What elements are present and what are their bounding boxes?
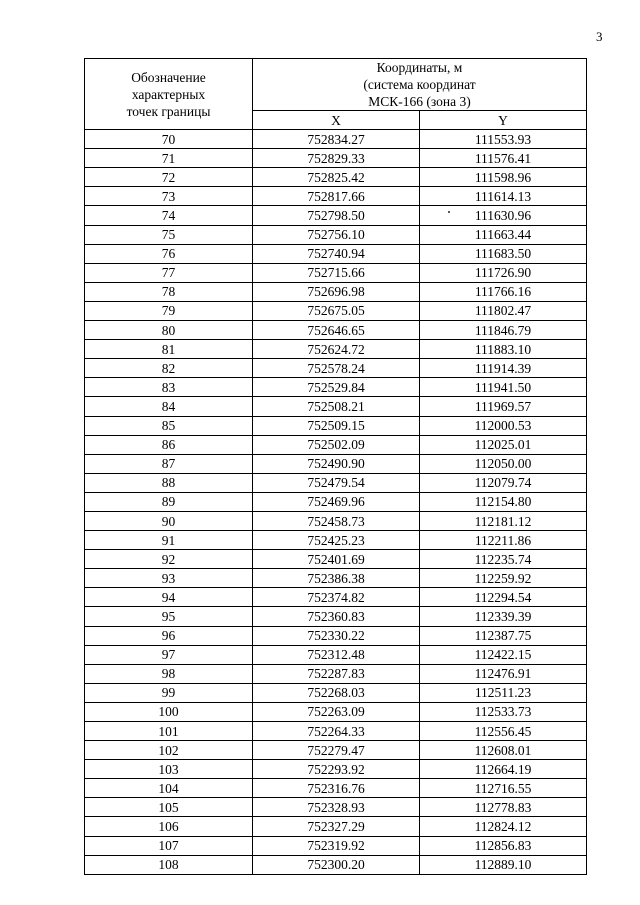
x-coordinate-cell: 752330.22 <box>253 626 420 645</box>
y-coordinate-cell: 112000.53 <box>420 416 587 435</box>
table-row <box>85 263 587 282</box>
table-row <box>85 130 587 149</box>
table-row <box>85 473 587 492</box>
x-coordinate-cell: 752756.10 <box>253 225 420 244</box>
table-row <box>85 855 587 874</box>
point-number-cell: 75 <box>85 225 253 244</box>
y-coordinate-cell: 111883.10 <box>420 340 587 359</box>
table-row <box>85 588 587 607</box>
y-coordinate-cell: 112533.73 <box>420 702 587 721</box>
point-number-cell: 86 <box>85 435 253 454</box>
x-coordinate-cell: 752469.96 <box>253 492 420 511</box>
y-coordinate-cell: 111683.50 <box>420 244 587 263</box>
x-coordinate-cell: 752578.24 <box>253 359 420 378</box>
y-coordinate-cell: 111630.96 <box>420 206 587 225</box>
x-coordinate-cell: 752798.50 <box>253 206 420 225</box>
x-coordinate-cell: 752829.33 <box>253 149 420 168</box>
table-row <box>85 397 587 416</box>
table-row <box>85 722 587 741</box>
x-coordinate-cell: 752328.93 <box>253 798 420 817</box>
x-coordinate-cell: 752264.33 <box>253 722 420 741</box>
x-coordinate-cell: 752327.29 <box>253 817 420 836</box>
point-number-cell: 84 <box>85 397 253 416</box>
point-number-cell: 103 <box>85 760 253 779</box>
point-number-cell: 77 <box>85 263 253 282</box>
x-coordinate-cell: 752312.48 <box>253 645 420 664</box>
y-coordinate-cell: 112856.83 <box>420 836 587 855</box>
x-coordinate-cell: 752508.21 <box>253 397 420 416</box>
table-row <box>85 531 587 550</box>
y-coordinate-cell: 111802.47 <box>420 301 587 320</box>
y-coordinate-cell: 112154.80 <box>420 492 587 511</box>
header-row <box>85 59 587 111</box>
x-coordinate-cell: 752490.90 <box>253 454 420 473</box>
table-row <box>85 301 587 320</box>
point-number-cell: 76 <box>85 244 253 263</box>
y-coordinate-cell: 112778.83 <box>420 798 587 817</box>
point-number-cell: 79 <box>85 301 253 320</box>
y-coordinate-cell: 112824.12 <box>420 817 587 836</box>
table-row <box>85 836 587 855</box>
y-coordinate-cell: 112476.91 <box>420 664 587 683</box>
y-coordinate-cell: 111766.16 <box>420 282 587 301</box>
header-points-line: характерных <box>131 86 206 102</box>
y-coordinate-cell: 112294.54 <box>420 588 587 607</box>
y-coordinate-cell: 112608.01 <box>420 741 587 760</box>
y-coordinate-cell: 111576.41 <box>420 149 587 168</box>
y-coordinate-cell: 111941.50 <box>420 378 587 397</box>
point-number-cell: 88 <box>85 473 253 492</box>
y-coordinate-cell: 112716.55 <box>420 779 587 798</box>
point-number-cell: 93 <box>85 569 253 588</box>
x-coordinate-cell: 752374.82 <box>253 588 420 607</box>
point-number-cell: 82 <box>85 359 253 378</box>
x-coordinate-cell: 752509.15 <box>253 416 420 435</box>
header-coords-line: Координаты, м <box>376 60 463 75</box>
table-row <box>85 798 587 817</box>
table-row <box>85 702 587 721</box>
y-coordinate-cell: 111598.96 <box>420 168 587 187</box>
x-coordinate-cell: 752502.09 <box>253 435 420 454</box>
table-row <box>85 569 587 588</box>
y-coordinate-cell: 112259.92 <box>420 569 587 588</box>
header-points-line: Обозначение <box>131 69 206 85</box>
point-number-cell: 90 <box>85 511 253 530</box>
x-coordinate-cell: 752386.38 <box>253 569 420 588</box>
table-row <box>85 664 587 683</box>
point-number-cell: 104 <box>85 779 253 798</box>
point-number-cell: 94 <box>85 588 253 607</box>
y-coordinate-cell: 111969.57 <box>420 397 587 416</box>
point-number-cell: 83 <box>85 378 253 397</box>
x-coordinate-cell: 752268.03 <box>253 683 420 702</box>
point-number-cell: 105 <box>85 798 253 817</box>
point-number-cell: 81 <box>85 340 253 359</box>
table-row <box>85 760 587 779</box>
table-row <box>85 206 587 225</box>
point-number-cell: 87 <box>85 454 253 473</box>
table-row <box>85 550 587 569</box>
x-coordinate-cell: 752675.05 <box>253 301 420 320</box>
x-coordinate-cell: 752458.73 <box>253 511 420 530</box>
header-points-line: точек границы <box>126 103 211 119</box>
point-number-cell: 106 <box>85 817 253 836</box>
y-coordinate-cell: 112181.12 <box>420 511 587 530</box>
point-number-cell: 80 <box>85 321 253 340</box>
table-row <box>85 187 587 206</box>
y-coordinate-cell: 112664.19 <box>420 760 587 779</box>
x-coordinate-cell: 752834.27 <box>253 130 420 149</box>
point-number-cell: 85 <box>85 416 253 435</box>
point-number-cell: 78 <box>85 282 253 301</box>
header-coords-line: (система координат <box>363 77 476 92</box>
x-coordinate-cell: 752479.54 <box>253 473 420 492</box>
y-coordinate-cell: 112211.86 <box>420 531 587 550</box>
coordinates-table <box>84 58 587 875</box>
scan-speck <box>448 211 450 213</box>
point-number-cell: 107 <box>85 836 253 855</box>
x-coordinate-cell: 752279.47 <box>253 741 420 760</box>
table-row <box>85 683 587 702</box>
y-coordinate-cell: 112079.74 <box>420 473 587 492</box>
table-row <box>85 817 587 836</box>
header-x: X <box>253 111 420 130</box>
table-row <box>85 492 587 511</box>
table-row <box>85 149 587 168</box>
y-coordinate-cell: 112422.15 <box>420 645 587 664</box>
table-row <box>85 454 587 473</box>
point-number-cell: 73 <box>85 187 253 206</box>
y-coordinate-cell: 112235.74 <box>420 550 587 569</box>
x-coordinate-cell: 752740.94 <box>253 244 420 263</box>
point-number-cell: 102 <box>85 741 253 760</box>
x-coordinate-cell: 752319.92 <box>253 836 420 855</box>
table-row <box>85 416 587 435</box>
x-coordinate-cell: 752696.98 <box>253 282 420 301</box>
x-coordinate-cell: 752624.72 <box>253 340 420 359</box>
point-number-cell: 100 <box>85 702 253 721</box>
point-number-cell: 74 <box>85 206 253 225</box>
point-number-cell: 96 <box>85 626 253 645</box>
x-coordinate-cell: 752300.20 <box>253 855 420 874</box>
y-coordinate-cell: 111553.93 <box>420 130 587 149</box>
y-coordinate-cell: 112050.00 <box>420 454 587 473</box>
point-number-cell: 92 <box>85 550 253 569</box>
point-number-cell: 91 <box>85 531 253 550</box>
table-row <box>85 607 587 626</box>
header-coords-line: МСК-166 (зона 3) <box>368 94 471 109</box>
y-coordinate-cell: 112339.39 <box>420 607 587 626</box>
point-number-cell: 72 <box>85 168 253 187</box>
x-coordinate-cell: 752263.09 <box>253 702 420 721</box>
point-number-cell: 95 <box>85 607 253 626</box>
table-row <box>85 378 587 397</box>
table-row <box>85 359 587 378</box>
x-coordinate-cell: 752360.83 <box>253 607 420 626</box>
table-row <box>85 626 587 645</box>
header-coordinates <box>253 59 587 111</box>
point-number-cell: 101 <box>85 722 253 741</box>
y-coordinate-cell: 111726.90 <box>420 263 587 282</box>
y-coordinate-cell: 111663.44 <box>420 225 587 244</box>
y-coordinate-cell: 111846.79 <box>420 321 587 340</box>
table-row <box>85 168 587 187</box>
header-y: Y <box>420 111 587 130</box>
y-coordinate-cell: 112387.75 <box>420 626 587 645</box>
point-number-cell: 97 <box>85 645 253 664</box>
table-row <box>85 645 587 664</box>
table-row <box>85 244 587 263</box>
point-number-cell: 89 <box>85 492 253 511</box>
page-number: 3 <box>596 29 603 44</box>
x-coordinate-cell: 752817.66 <box>253 187 420 206</box>
table-body <box>85 130 587 875</box>
point-number-cell: 108 <box>85 855 253 874</box>
point-number-cell: 70 <box>85 130 253 149</box>
y-coordinate-cell: 112889.10 <box>420 855 587 874</box>
table-row <box>85 282 587 301</box>
x-coordinate-cell: 752646.65 <box>253 321 420 340</box>
y-coordinate-cell: 112511.23 <box>420 683 587 702</box>
table-row <box>85 741 587 760</box>
x-coordinate-cell: 752316.76 <box>253 779 420 798</box>
y-coordinate-cell: 112025.01 <box>420 435 587 454</box>
x-coordinate-cell: 752715.66 <box>253 263 420 282</box>
y-coordinate-cell: 111614.13 <box>420 187 587 206</box>
x-coordinate-cell: 752825.42 <box>253 168 420 187</box>
x-coordinate-cell: 752293.92 <box>253 760 420 779</box>
x-coordinate-cell: 752529.84 <box>253 378 420 397</box>
x-coordinate-cell: 752401.69 <box>253 550 420 569</box>
table-row <box>85 779 587 798</box>
header-points <box>85 59 253 130</box>
x-coordinate-cell: 752425.23 <box>253 531 420 550</box>
point-number-cell: 71 <box>85 149 253 168</box>
point-number-cell: 99 <box>85 683 253 702</box>
x-coordinate-cell: 752287.83 <box>253 664 420 683</box>
table-row <box>85 340 587 359</box>
table-row <box>85 225 587 244</box>
y-coordinate-cell: 111914.39 <box>420 359 587 378</box>
point-number-cell: 98 <box>85 664 253 683</box>
table-row <box>85 511 587 530</box>
table-row <box>85 321 587 340</box>
y-coordinate-cell: 112556.45 <box>420 722 587 741</box>
table-row <box>85 435 587 454</box>
